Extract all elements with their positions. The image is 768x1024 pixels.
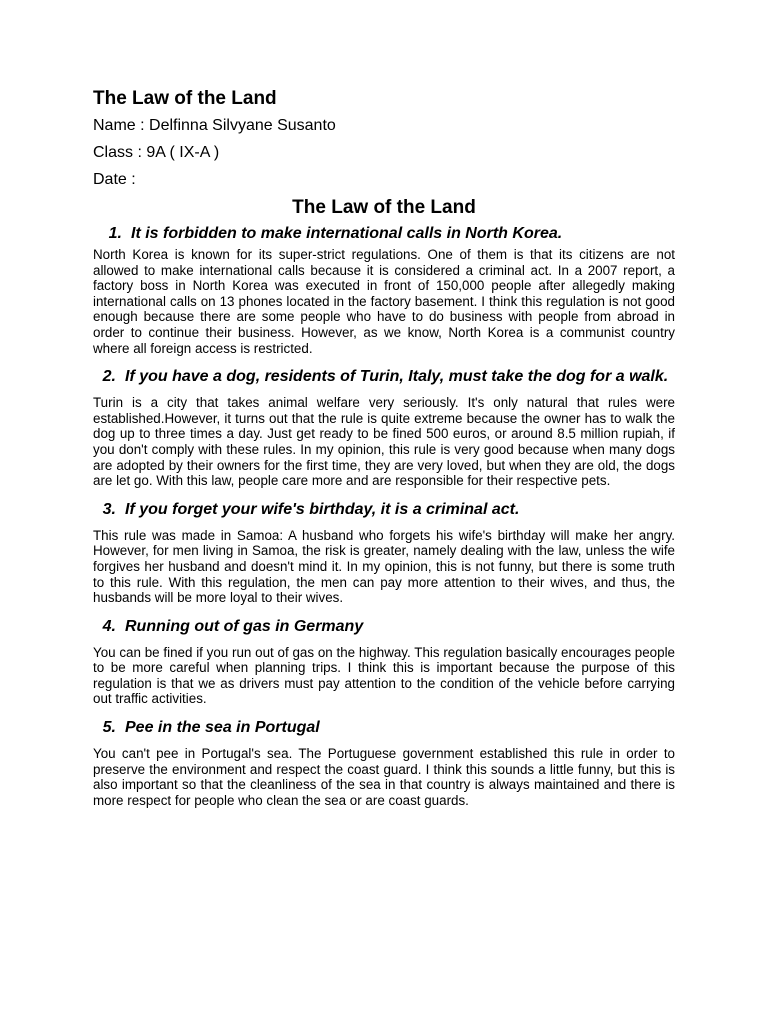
section-body: You can be fined if you run out of gas on the highway. This regulation basically encourages people to be more careful when planning trips. I think this is important because the purpose of this regulation is that we as drivers must pay attention to the condition of the vehicle before carrying out traffic activities. — [93, 644, 675, 707]
section-2 — [93, 368, 675, 489]
section-number: 2. — [102, 368, 116, 386]
document-date: Date : — [93, 171, 136, 188]
student-class: Class : 9A ( IX-A ) — [93, 144, 220, 161]
section-number: 4. — [102, 617, 116, 635]
section-heading — [93, 719, 675, 737]
section-body: You can't pee in Portugal's sea. The Portuguese government established this rule in order to preserve the environment and respect the coast guard. I think this sounds a little funny, but this is also important so that the cleanliness of the sea in that country is always maintained and there is more respect for people who clean the sea or are coast guards. — [93, 746, 675, 808]
section-heading-text: If you have a dog, residents of Turin, Italy, must take the dog for a walk. — [125, 368, 669, 386]
section-number: 3. — [102, 500, 116, 518]
section-4 — [93, 618, 675, 707]
section-heading — [93, 501, 675, 519]
section-5 — [93, 719, 675, 808]
section-heading-text: Running out of gas in Germany — [125, 617, 364, 635]
document-page — [93, 86, 675, 820]
section-number: 5. — [102, 719, 116, 737]
section-3 — [93, 501, 675, 606]
section-heading-text: It is forbidden to make international calls in North Korea. — [131, 225, 563, 242]
section-heading — [93, 618, 675, 636]
student-name: Name : Delfinna Silvyane Susanto — [93, 117, 336, 134]
section-heading — [93, 368, 675, 386]
section-heading-text: Pee in the sea in Portugal — [125, 719, 320, 737]
section-heading-text: If you forget your wife's birthday, it is a criminal act. — [125, 500, 520, 518]
section-heading — [93, 225, 675, 243]
document-title: The Law of the Land — [93, 88, 277, 109]
section-body: This rule was made in Samoa: A husband who forgets his wife's birthday will make her angry. However, for men living in Samoa, the risk is greater, namely dealing with the law, unless the wife forgives her husband and doesn't mind it. In my opinion, this is not funny, but there is some truth to this rule. With this regulation, the men can pay more attention to their wives, and thus, the husbands will be more loyal to their wives. — [93, 527, 675, 606]
main-title: The Law of the Land — [292, 197, 476, 218]
section-body: North Korea is known for its super-strict regulations. One of them is that its citizens are not allowed to make international calls because it is considered a criminal act. In a 2007 report, a factory boss in North Korea was executed in front of 150,000 people after allegedly making international calls on 13 phones located in the factory basement. I think this regulation is not good enough because there are some people who have to do business with people from abroad in order to continue their business. However, as we know, North Korea is a communist country where all foreign access is restricted. — [93, 247, 675, 356]
section-1 — [93, 225, 675, 356]
section-number: 1. — [108, 225, 122, 242]
section-body: Turin is a city that takes animal welfare very seriously. It's only natural that rules were established.However, it turns out that the rule is quite extreme because the owner has to walk the dog up to three times a day. Just get ready to be fined 500 euros, or around 8.5 million rupiah, if you don't comply with these rules. In my opinion, this rule is very good because when many dogs are adopted by their owners for the first time, they are very loved, but when they are old, the dogs are let go. With this law, people care more and are responsible for their respective pets. — [93, 395, 675, 489]
